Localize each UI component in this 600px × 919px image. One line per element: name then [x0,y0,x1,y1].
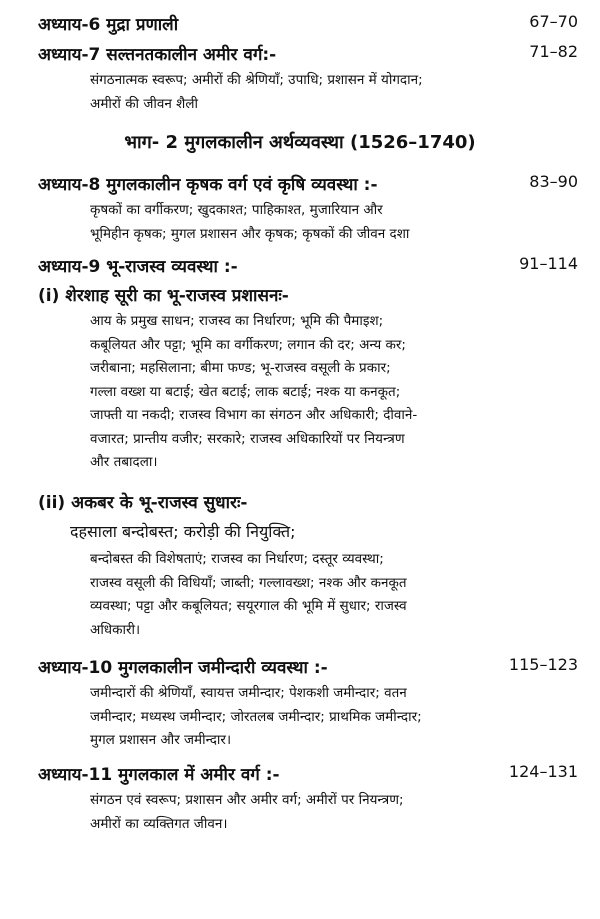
topic-line: अमीरों की जीवन शैली [90,95,198,112]
topic-line: व्यवस्था; पट्टा और कबूलियत; सयूरगाल की भूमि में सुधार; राजस्व [90,598,407,614]
topic-line: मुगल प्रशासन और जमीन्दार। [90,732,232,748]
topic-line: संगठनात्मक स्वरूप; अमीरों की श्रेणियाँ; उपाधि; प्रशासन में योगदान; [90,72,423,88]
topic-line: जमीन्दार; मध्यस्थ जमीन्दार; जोरतलब जमीन्दार; प्राथमिक जमीन्दार; [90,708,422,725]
topic-line: गल्ला वख्श या बटाई; खेत बटाई; लाक बटाई; नश्क या कनकूत; [90,383,401,400]
topic-line: और तबादला। [90,454,158,470]
chapter-9-section-2-subheading: दहसाला बन्दोबस्त; करोड़ी की नियुक्ति; [70,522,296,541]
chapter-9-section-2-topics [90,548,582,642]
chapter-pages: 91–114 [519,254,578,273]
topic-line: आय के प्रमुख साधन; राजस्व का निर्धारण; भूमि की पैमाइश; [90,313,384,329]
chapter-11-topics [90,789,582,836]
chapter-title: अध्याय-6 मुद्रा प्रणाली [38,15,179,35]
chapter-pages: 83–90 [529,172,578,191]
chapter-9-entry [38,254,578,280]
topic-line: कृषकों का वर्गीकरण; खुदकाश्त; पाहिकाश्त, मुजारियान और [90,202,383,218]
part-2-heading: भाग- 2 मुगलकालीन अर्थव्यवस्था (1526–1740) [124,132,476,153]
chapter-10-entry [38,655,578,681]
chapter-title: अध्याय-10 मुगलकालीन जमीन्दारी व्यवस्था :- [38,658,328,678]
topic-line: अधिकारी। [90,621,141,638]
chapter-9-section-1-topics [90,310,582,475]
chapter-8-topics [90,199,582,246]
chapter-8-entry [38,172,578,198]
topic-line: वजारत; प्रान्तीय वजीर; सरकारे; राजस्व अधिकारियों पर नियन्त्रण [90,430,405,447]
topic-line: राजस्व वसूली की विधियाँ; जाब्ती; गल्लावख्श; नश्क और कनकूत [90,574,407,591]
chapter-pages: 124–131 [508,762,578,781]
chapter-7-topics [90,69,582,116]
chapter-title: अध्याय-9 भू-राजस्व व्यवस्था :- [38,257,238,277]
chapter-9-section-2-heading: (ii) अकबर के भू-राजस्व सुधारः- [38,493,248,513]
topic-line: कबूलियत और पट्टा; भूमि का वर्गीकरण; लगान की दर; अन्य कर; [90,336,406,353]
chapter-7-entry [38,42,578,68]
chapter-title: अध्याय-8 मुगलकालीन कृषक वर्ग एवं कृषि व्यवस्था :- [38,175,378,195]
chapter-title: अध्याय-11 मुगलकाल में अमीर वर्ग :- [38,765,280,785]
chapter-pages: 115–123 [508,655,578,674]
topic-line: भूमिहीन कृषक; मुगल प्रशासन और कृषक; कृषकों की जीवन दशा [90,225,410,242]
chapter-11-entry [38,762,578,788]
chapter-6-entry [38,12,578,38]
chapter-pages: 67–70 [529,12,578,31]
topic-line: जरीबाना; महसिलाना; बीमा फण्ड; भू-राजस्व वसूली के प्रकार; [90,360,391,376]
topic-line: बन्दोबस्त की विशेषताएं; राजस्व का निर्धारण; दस्तूर व्यवस्था; [90,551,384,567]
chapter-9-section-1-heading: (i) शेरशाह सूरी का भू-राजस्व प्रशासनः- [38,286,289,306]
topic-line: संगठन एवं स्वरूप; प्रशासन और अमीर वर्ग; अमीरों पर नियन्त्रण; [90,792,404,808]
topic-line: जाफ्ती या नकदी; राजस्व विभाग का संगठन और अधिकारी; दीवाने- [90,407,418,423]
chapter-10-topics [90,682,582,753]
topic-line: अमीरों का व्यक्तिगत जीवन। [90,815,228,832]
topic-line: जमीन्दारों की श्रेणियाँ, स्वायत्त जमीन्दार; पेशकशी जमीन्दार; वतन [90,685,407,701]
chapter-pages: 71–82 [529,42,578,61]
chapter-title: अध्याय-7 सल्तनतकालीन अमीर वर्ग:- [38,45,277,65]
